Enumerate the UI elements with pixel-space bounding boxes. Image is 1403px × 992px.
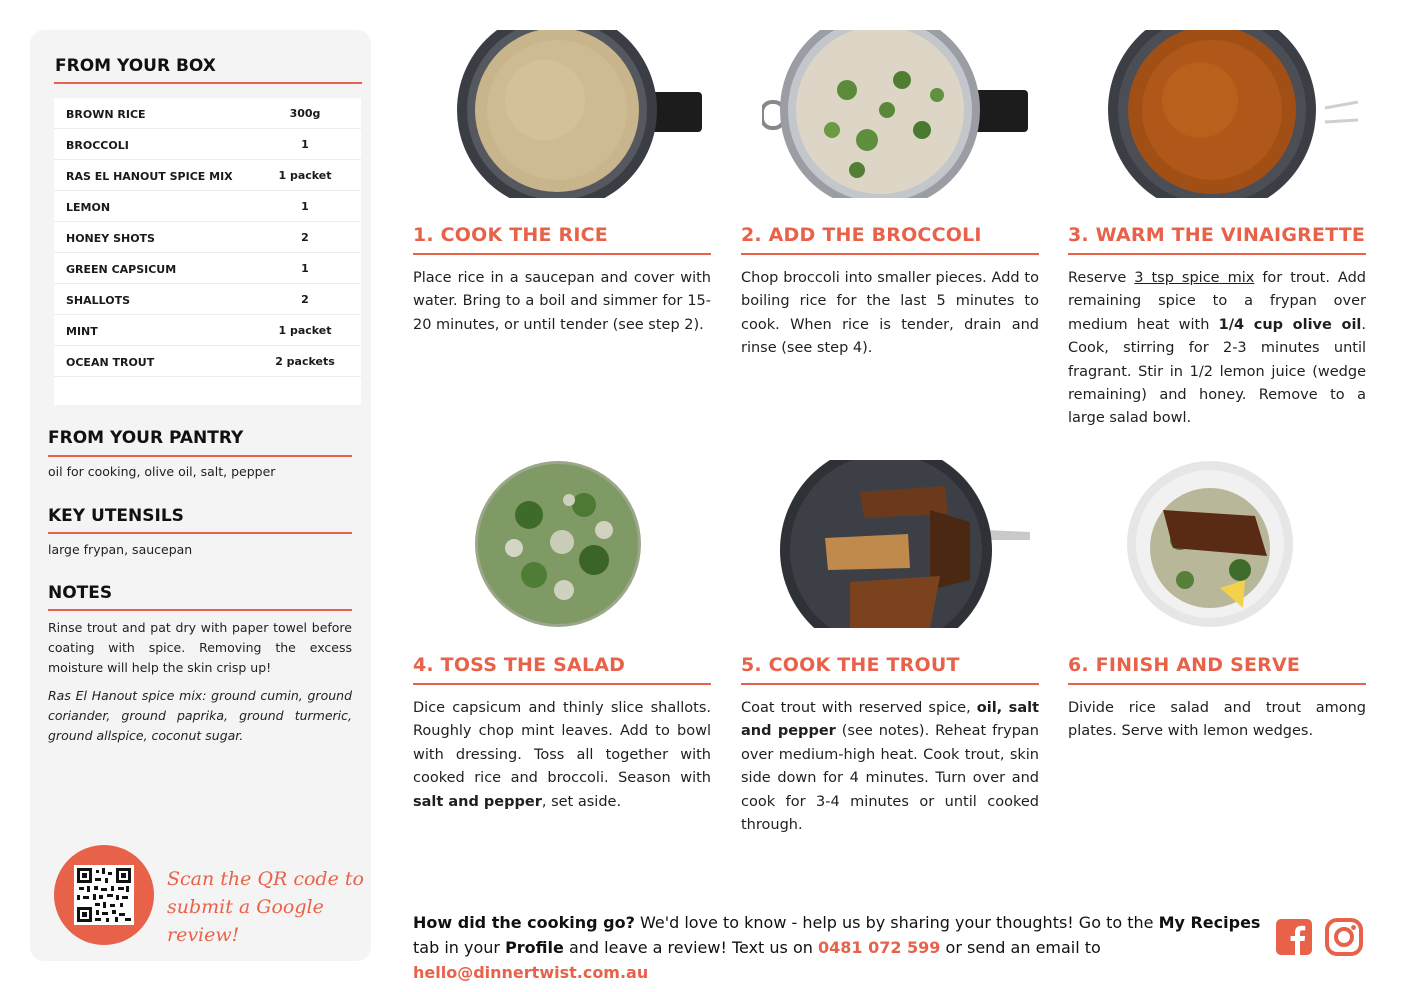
ingredient-row [54,315,361,346]
ingredient-name: SHALLOTS [66,294,131,307]
step-3-text: Reserve 3 tsp spice mix for trout. Add remaining spice to a frypan over medium heat with 1/4 cup olive oil. Cook, stirring for 2-3 minutes until fragrant. Stir in 1/2 lemon juice (wedge remaining) and honey. Remove to a large salad bowl. [1068,270,1366,427]
step-4-photo [474,460,642,628]
from-your-box-heading: FROM YOUR BOX [55,56,216,76]
ingredient-name: BROCCOLI [66,139,129,152]
ingredient-row [54,191,361,222]
step-rule [413,683,711,685]
step-2-photo [762,30,1032,198]
ingredient-qty: 1 packet [278,169,332,182]
pantry-text: oil for cooking, olive oil, salt, pepper [48,464,276,479]
ingredient-name: HONEY SHOTS [66,232,155,245]
ingredient-qty: 300g [289,107,321,120]
step-2-text: Chop broccoli into smaller pieces. Add to boiling rice for the last 5 minutes to cook. When rice is tender, drain and rinse (see step 4). [741,270,1039,357]
ingredient-row [54,253,361,284]
step-rule [413,253,711,255]
step-rule [1068,683,1366,685]
ingredient-name: RAS EL HANOUT SPICE MIX [66,170,233,183]
facebook-icon[interactable] [1275,918,1313,956]
step-rule [741,683,1039,685]
ingredients-table [54,98,361,405]
from-your-pantry-heading: FROM YOUR PANTRY [48,428,244,448]
ingredient-name: GREEN CAPSICUM [66,263,177,276]
ingredient-name: OCEAN TROUT [66,356,155,369]
ingredient-row [54,129,361,160]
step-rule [741,253,1039,255]
ingredient-name: LEMON [66,201,111,214]
step-1-photo [455,30,705,198]
ingredient-row [54,284,361,315]
spice-mix-note: Ras El Hanout spice mix: ground cumin, ground coriander, ground paprika, ground turmeric, ground allspice, coconut sugar. [48,688,352,743]
heading-rule [48,609,352,611]
qr-callout-line: submit a Google review! [167,896,324,946]
ingredient-qty: 1 [301,200,309,213]
notes-text: Rinse trout and pat dry with paper towel before coating with spice. Removing the excess moisture will help the skin crisp up! [48,620,352,675]
ingredient-row [54,160,361,191]
step-1-text: Place rice in a saucepan and cover with water. Bring to a boil and simmer for 15-20 minutes, or until tender (see step 2). [413,270,711,333]
instagram-icon[interactable] [1325,918,1363,956]
step-4-title: 4. TOSS THE SALAD [413,654,626,676]
qr-callout-line: Scan the QR code to [167,868,364,890]
ingredients-sidebar [30,30,371,961]
step-3-title: 3. WARM THE VINAIGRETTE [1068,224,1366,246]
step-5-title: 5. COOK THE TROUT [741,654,960,676]
step-2-title: 2. ADD THE BROCCOLI [741,224,982,246]
ingredient-qty: 2 [301,293,309,306]
qr-code-icon[interactable] [74,865,134,925]
email-link[interactable]: hello@dinnertwist.com.au [413,963,649,982]
ingredient-row [54,222,361,253]
utensils-text: large frypan, saucepan [48,542,193,557]
ingredient-qty: 2 [301,231,309,244]
step-6-photo [1125,460,1295,628]
step-rule [1068,253,1366,255]
qr-badge [54,845,154,945]
ingredient-qty: 1 [301,138,309,151]
ingredient-row [54,346,361,377]
step-4-text: Dice capsicum and thinly slice shallots. Roughly chop mint leaves. Add to bowl with dressing. Toss all together with cooked rice and broccoli. Season with salt and pepper, set aside. [413,700,711,810]
step-3-photo [1100,30,1360,198]
ingredient-name: MINT [66,325,98,338]
step-6-text: Divide rice salad and trout among plates. Serve with lemon wedges. [1068,700,1366,740]
feedback-footer: How did the cooking go? We'd love to know - help us by sharing your thoughts! Go to the My Recipes tab in your Profile and leave a review! Text us on 0481 072 599 or send an email to hello@dinnertwist.com.au [413,913,1261,982]
ingredient-qty: 2 packets [275,355,335,368]
qr-review-callout [167,865,367,949]
step-5-text: Coat trout with reserved spice, oil, salt and pepper (see notes). Reheat frypan over medium-high heat. Cook trout, skin side down for 4 minutes. Turn over and cook for 3-4 minutes or until cooked through. [741,700,1040,834]
heading-rule [54,82,362,84]
phone-link[interactable]: 0481 072 599 [817,938,941,957]
ingredient-name: BROWN RICE [66,108,146,121]
heading-rule [48,455,352,457]
notes-heading: NOTES [48,583,113,603]
ingredient-row [54,98,361,129]
ingredient-qty: 1 [301,262,309,275]
step-1-title: 1. COOK THE RICE [413,224,608,246]
ingredient-qty: 1 packet [278,324,332,337]
key-utensils-heading: KEY UTENSILS [48,506,184,526]
heading-rule [48,532,352,534]
step-6-title: 6. FINISH AND SERVE [1068,654,1301,676]
step-5-photo [780,460,1032,628]
